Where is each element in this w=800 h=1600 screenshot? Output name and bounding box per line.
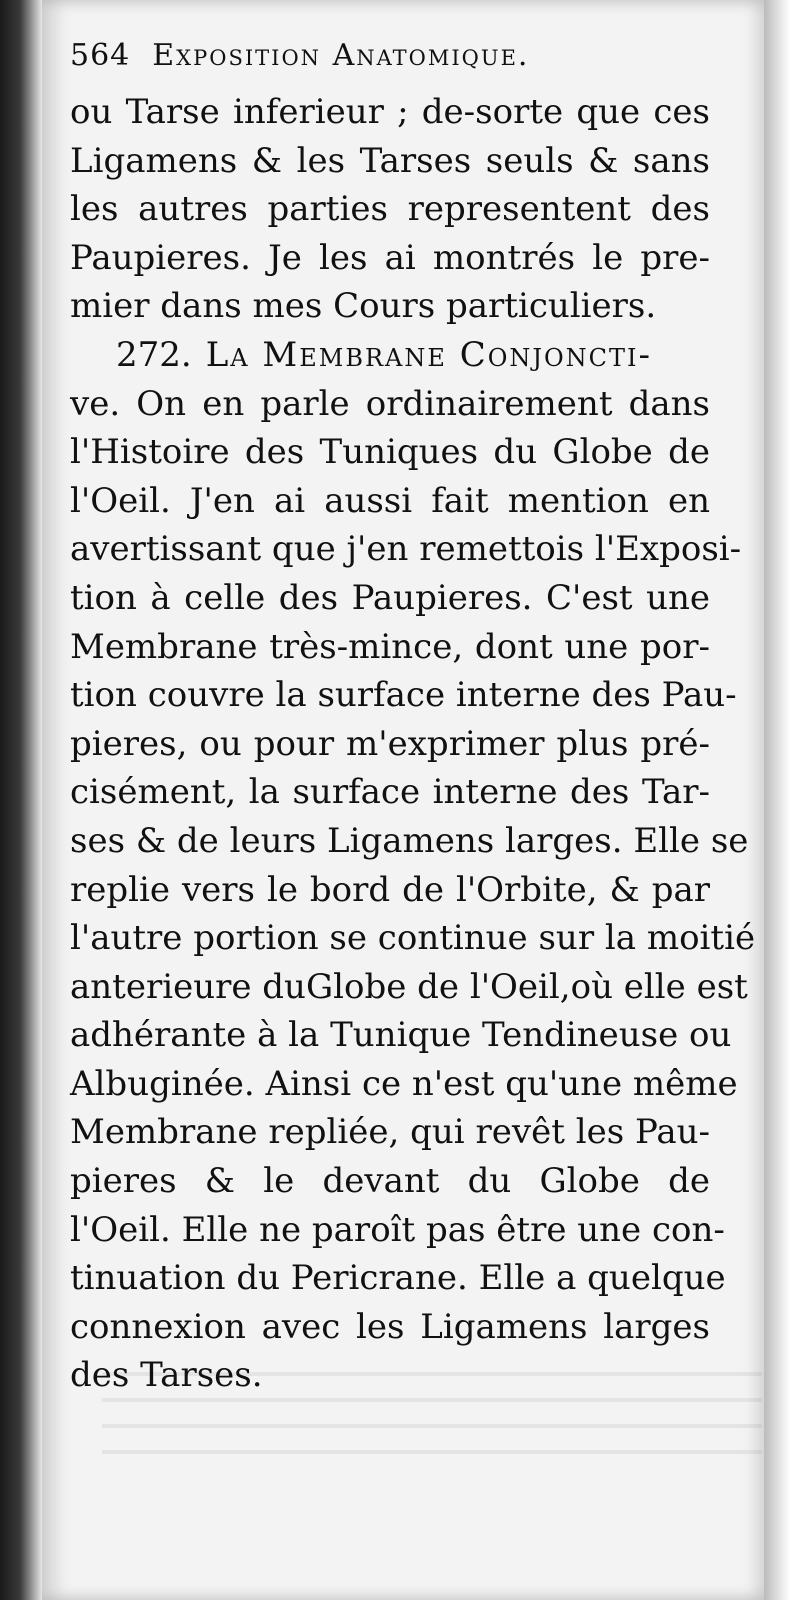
- text-line: cisément, la surface interne des Tar-: [70, 772, 710, 813]
- section-heading-line: [70, 331, 710, 380]
- text-line: des Tarses.: [70, 1355, 263, 1396]
- text-line: ve. On en parle ordinairement dans: [70, 383, 710, 424]
- text-line: replie vers le bord de l'Orbite, & par: [70, 869, 710, 910]
- text-line: Ligamens & les Tarses seuls & sans: [70, 140, 710, 181]
- text-line: Paupieres. Je les ai montrés le pre-: [70, 237, 710, 278]
- section-number: 272.: [116, 334, 192, 375]
- text-line: pieres, ou pour m'exprimer plus pré-: [70, 723, 710, 764]
- running-title: Exposition Anatomique.: [152, 38, 530, 73]
- text-line: l'Oeil. Elle ne paroît pas être une con-: [70, 1209, 725, 1250]
- text-line: avertissant que j'en remettois l'Exposi-: [70, 529, 742, 570]
- page-number: 564: [70, 38, 131, 73]
- text-line: tion à celle des Paupieres. C'est une: [70, 577, 710, 618]
- text-line: mier dans mes Cours particuliers.: [70, 286, 657, 327]
- text-line: tion couvre la surface interne des Pau-: [70, 675, 737, 716]
- text-line: connexion avec les Ligamens larges: [70, 1306, 710, 1347]
- text-line: l'autre portion se continue sur la moitié: [70, 918, 756, 959]
- text-line: tinuation du Pericrane. Elle a quelque: [70, 1258, 726, 1299]
- text-line: Membrane très-mince, dont une por-: [70, 626, 710, 667]
- text-line: adhérante à la Tunique Tendineuse ou: [70, 1015, 732, 1056]
- section-heading: La Membrane Conjoncti-: [205, 334, 653, 375]
- running-header: [70, 38, 710, 88]
- text-line: pieres & le devant du Globe de: [70, 1161, 710, 1202]
- text-line: l'Oeil. J'en ai aussi fait mention en: [70, 480, 710, 521]
- text-line: les autres parties representent des: [70, 189, 710, 230]
- text-line: anterieure duGlobe de l'Oeil,où elle est: [70, 966, 748, 1007]
- text-line: ses & de leurs Ligamens larges. Elle se: [70, 820, 749, 861]
- page-text: [70, 38, 756, 1400]
- text-line: Membrane repliée, qui revêt les Pau-: [70, 1112, 710, 1153]
- text-line: ou Tarse inferieur ; de-sorte que ces: [70, 92, 710, 132]
- text-line: Albuginée. Ainsi ce n'est qu'une même: [70, 1063, 738, 1104]
- text-line: l'Histoire des Tuniques du Globe de: [70, 432, 710, 473]
